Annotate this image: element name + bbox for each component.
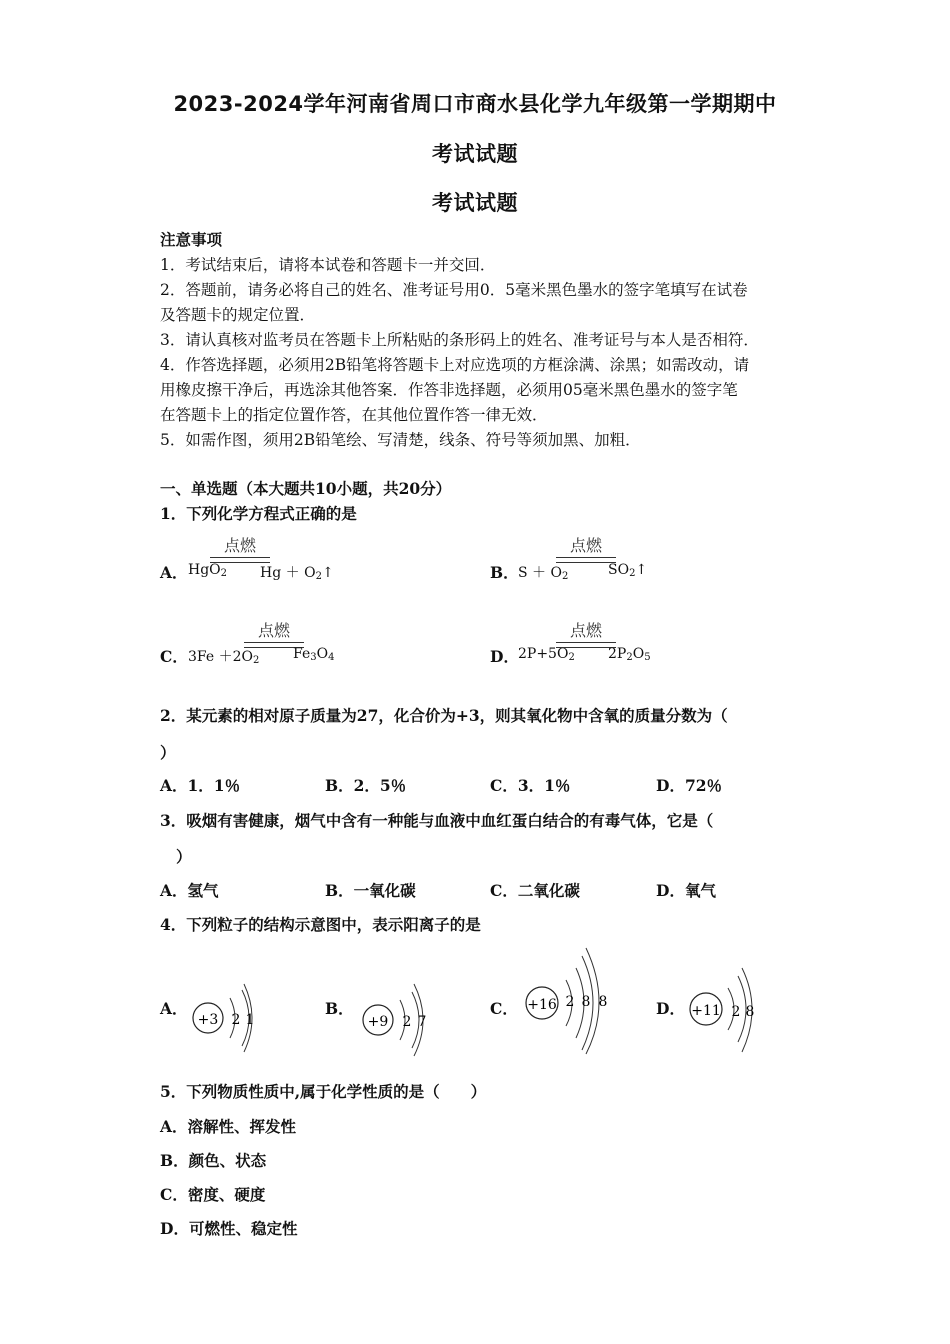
q1-option-c-label: C． (160, 647, 188, 666)
q4-option-d-diagram (686, 966, 766, 1056)
shell-electron-count: 2 (402, 1014, 412, 1030)
q1-option-b-right: $SO_2↑$ (608, 562, 648, 579)
q4-option-b-label: B． (325, 999, 354, 1018)
q2-stem-end: ） (160, 743, 176, 762)
notice-line-4: 3．请认真核对监考员在答题卡上所粘贴的条形码上的姓名、准考证号与本人是否相符． (160, 331, 759, 349)
q5-option-b: B．颜色、状态 (160, 1151, 267, 1170)
shell-electron-count: 8 (745, 1004, 755, 1020)
q2-stem: 2．某元素的相对原子质量为27，化合价为+3，则其氧化物中含氧的质量分数为（ (160, 706, 728, 725)
exam-subtitle: 考试试题 (432, 191, 518, 215)
section-heading: 一、单选题（本大题共10小题，共20分） (160, 479, 452, 498)
q1-option-a-condition: 点燃 (210, 533, 270, 563)
q1-option-b-condition: 点燃 (556, 533, 616, 563)
notice-line-8: 5．如需作图，须用2B铅笔绘、写清楚，线条、符号等须加黑、加粗． (160, 431, 641, 449)
q2-option-a: A．1．1％ (160, 776, 241, 795)
q1-option-c-condition: 点燃 (244, 618, 304, 648)
shell-electron-count: 2 (565, 994, 575, 1010)
shell-electron-count: 2 (231, 1012, 241, 1028)
q4-stem: 4．下列粒子的结构示意图中，表示阳离子的是 (160, 915, 481, 934)
q1-option-a-label: A． (160, 563, 188, 582)
notice-line-6: 用橡皮擦干净后，再选涂其他答案．作答非选择题，必须用05毫米黑色墨水的签字笔 (160, 381, 738, 399)
q2-option-d: D．72％ (656, 776, 723, 795)
notice-line-5: 4．作答选择题，必须用2B铅笔将答题卡上对应选项的方框涂满、涂黑；如需改动，请 (160, 356, 750, 374)
q1-option-b-left: $S + O_2$ (518, 565, 569, 582)
q1-option-c-left: $3Fe +2O_2$ (188, 649, 260, 666)
q3-option-c: C．二氧化碳 (490, 881, 580, 900)
q4-option-a-label: A． (160, 999, 188, 1018)
q3-option-b: B．一氧化碳 (325, 881, 416, 900)
q3-option-a: A．氢气 (160, 881, 219, 900)
q1-option-d-left: $2P+5O_2$ (518, 646, 575, 663)
q5-stem: 5．下列物质性质中,属于化学性质的是（ ） (160, 1082, 487, 1101)
q5-option-d: D．可燃性、稳定性 (160, 1219, 298, 1238)
shell-electron-count: 7 (417, 1014, 427, 1030)
q1-option-b-label: B． (490, 563, 519, 582)
q4-option-a-diagram (190, 978, 270, 1060)
q1-option-c-right: $Fe_3O_4$ (293, 646, 335, 663)
shell-electron-count: 8 (598, 994, 608, 1010)
q1-option-d-label: D． (490, 647, 519, 666)
shell-electron-count: 2 (731, 1004, 741, 1020)
q5-option-a: A．溶解性、挥发性 (160, 1117, 297, 1136)
notice-heading: 注意事项 (160, 230, 223, 249)
notice-line-3: 及答题卡的规定位置． (160, 306, 316, 324)
q3-stem-end: ） (176, 847, 192, 866)
q1-option-d-condition: 点燃 (556, 618, 616, 648)
q2-option-b: B．2．5％ (325, 776, 407, 795)
nucleus-charge: +3 (197, 1012, 219, 1028)
nucleus-charge: +11 (691, 1003, 721, 1019)
exam-title-line1: 2023-2024学年河南省周口市商水县化学九年级第一学期期中 (173, 92, 777, 116)
q4-option-b-diagram (360, 978, 440, 1060)
q1-stem: 1．下列化学方程式正确的是 (160, 504, 357, 523)
q4-option-c-label: C． (490, 999, 518, 1018)
notice-line-7: 在答题卡上的指定位置作答，在其他位置作答一律无效． (160, 406, 548, 424)
notice-line-1: 1．考试结束后，请将本试卷和答题卡一并交回． (160, 256, 496, 274)
q1-option-a-right: $Hg + O_2↑$ (260, 565, 334, 582)
q3-option-d: D．氧气 (656, 881, 716, 900)
notice-line-2: 2．答题前，请务必将自己的姓名、准考证号用0．5毫米黑色墨水的签字笔填写在试卷 (160, 281, 748, 299)
q2-option-c: C．3．1％ (490, 776, 571, 795)
nucleus-charge: +16 (527, 997, 557, 1013)
q4-option-c-diagram (520, 944, 620, 1056)
shell-electron-count: 8 (581, 994, 591, 1010)
q5-option-c: C．密度、硬度 (160, 1185, 266, 1204)
nucleus-charge: +9 (367, 1014, 389, 1030)
q3-stem: 3．吸烟有害健康，烟气中含有一种能与血液中血红蛋白结合的有毒气体，它是（ (160, 811, 714, 830)
shell-electron-count: 1 (245, 1012, 255, 1028)
q4-option-d-label: D． (656, 999, 685, 1018)
exam-title-line2: 考试试题 (432, 142, 518, 166)
q1-option-a-left: HgO$_2$ (188, 562, 228, 579)
q1-option-d-right: $2P_2O_5$ (608, 646, 651, 663)
